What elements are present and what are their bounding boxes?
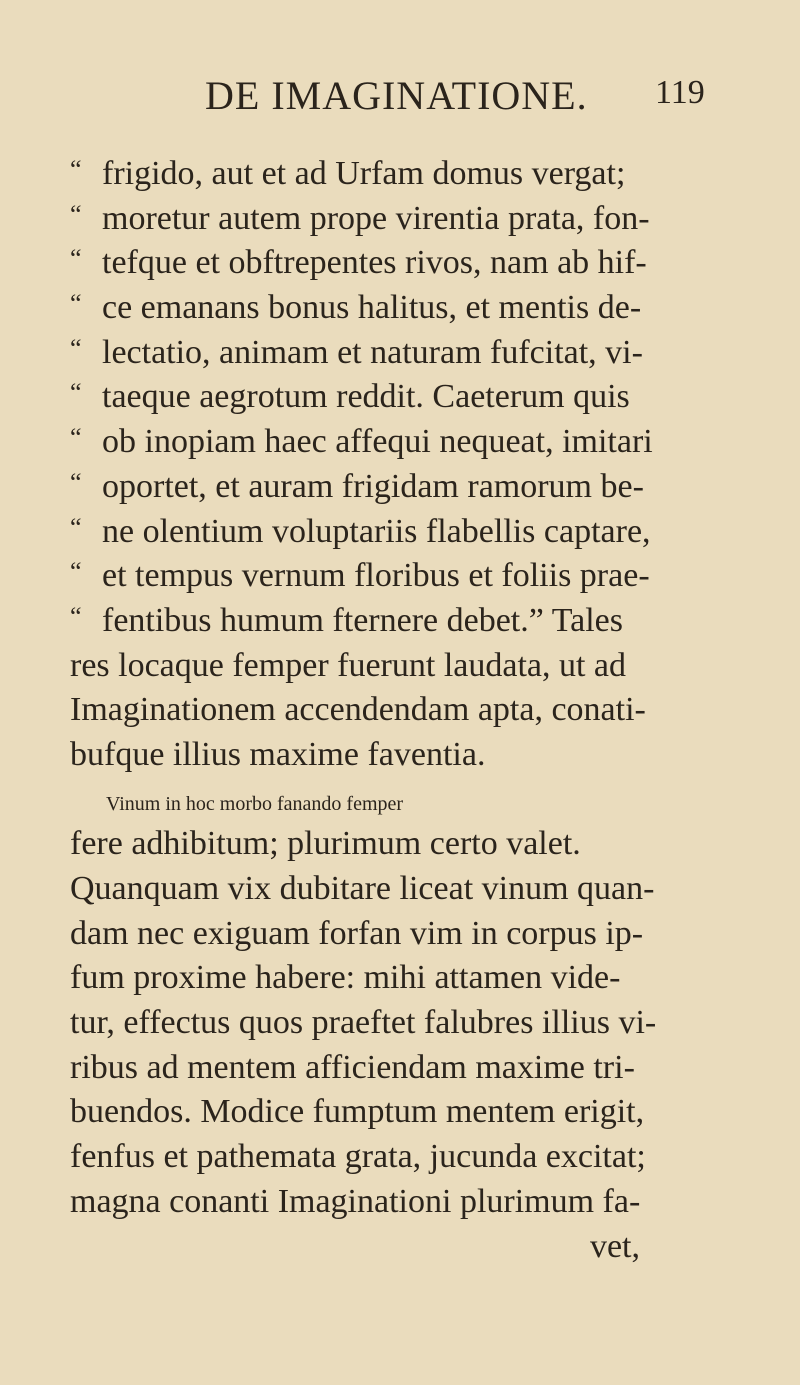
text-line <box>70 286 720 331</box>
line-text: bufque illius maxime faventia. <box>70 735 486 773</box>
line-text: Imaginationem accendendam apta, conati- <box>70 691 646 729</box>
line-text: tefque et obftrepentes rivos, nam ab hif- <box>102 244 647 282</box>
line-text: fentibus humum fternere debet.” Tales <box>102 601 623 639</box>
line-text: res locaque femper fuerunt laudata, ut ad <box>70 646 627 684</box>
text-line <box>70 1135 720 1180</box>
line-text: fenfus et pathemata grata, jucunda excitat; <box>70 1138 646 1176</box>
text-line <box>70 599 720 644</box>
text-line <box>70 420 720 465</box>
text-line <box>70 375 720 420</box>
text-line <box>70 510 720 555</box>
text-line <box>70 465 720 510</box>
running-title: DE IMAGINATIONE. <box>205 73 588 118</box>
text-line <box>70 778 720 823</box>
line-text: ce emanans bonus halitus, et mentis de- <box>102 289 642 327</box>
text-line <box>70 867 720 912</box>
quote-mark: “ <box>70 289 82 319</box>
line-text: moretur autem prope virentia prata, fon- <box>102 199 650 237</box>
line-text: et tempus vernum floribus et foliis prae- <box>102 557 650 595</box>
line-text: buendos. Modice fumptum mentem erigit, <box>70 1093 645 1131</box>
text-line <box>70 331 720 376</box>
line-text: ribus ad mentem afficiendam maxime tri- <box>70 1048 635 1086</box>
text-line <box>70 554 720 599</box>
quote-mark: “ <box>70 557 82 587</box>
line-text: Quanquam vix dubitare liceat vinum quan- <box>70 870 655 907</box>
line-text: fum proxime habere: mihi attamen vide- <box>70 959 621 997</box>
quote-mark: “ <box>70 244 82 274</box>
quote-mark: “ <box>70 378 82 408</box>
text-line <box>70 956 720 1001</box>
quote-mark: “ <box>70 423 82 453</box>
line-text: dam nec exiguam forfan vim in corpus ip- <box>70 914 644 952</box>
text-line <box>70 241 720 286</box>
text-line <box>70 688 720 733</box>
line-text: Vinum in hoc morbo fanando femper <box>106 792 404 815</box>
line-text: magna conanti Imaginationi plurimum fa- <box>70 1182 641 1220</box>
quote-mark: “ <box>70 512 82 542</box>
text-line <box>70 822 720 867</box>
text-line <box>70 1090 720 1135</box>
quote-mark: “ <box>70 199 82 229</box>
quote-mark: “ <box>70 155 82 184</box>
line-text: oportet, et auram frigidam ramorum be- <box>102 467 644 505</box>
line-text: ob inopiam haec affequi nequeat, imitari <box>102 423 653 461</box>
catchword: vet, <box>589 1227 640 1265</box>
page-header <box>0 72 800 132</box>
text-line <box>70 197 720 242</box>
text-line <box>70 912 720 957</box>
quote-mark: “ <box>70 333 82 363</box>
text-line <box>70 733 720 778</box>
line-text: ne olentium voluptariis flabellis captare, <box>102 512 651 550</box>
text-line <box>70 644 720 689</box>
line-text: lectatio, animam et naturam fufcitat, vi- <box>102 333 643 371</box>
body-text <box>70 152 720 1269</box>
quote-mark: “ <box>70 467 82 497</box>
text-line <box>70 1180 720 1225</box>
line-text: tur, effectus quos praeftet falubres illius vi- <box>70 1004 657 1042</box>
text-line <box>70 152 720 197</box>
text-line <box>70 1046 720 1091</box>
text-line <box>70 1001 720 1046</box>
line-text: taeque aegrotum reddit. Caeterum quis <box>102 378 630 416</box>
page-number: 119 <box>655 74 705 111</box>
quote-mark: “ <box>70 601 82 631</box>
line-text: fere adhibitum; plurimum certo valet. <box>70 825 581 863</box>
line-text: frigido, aut et ad Urfam domus vergat; <box>102 155 626 192</box>
